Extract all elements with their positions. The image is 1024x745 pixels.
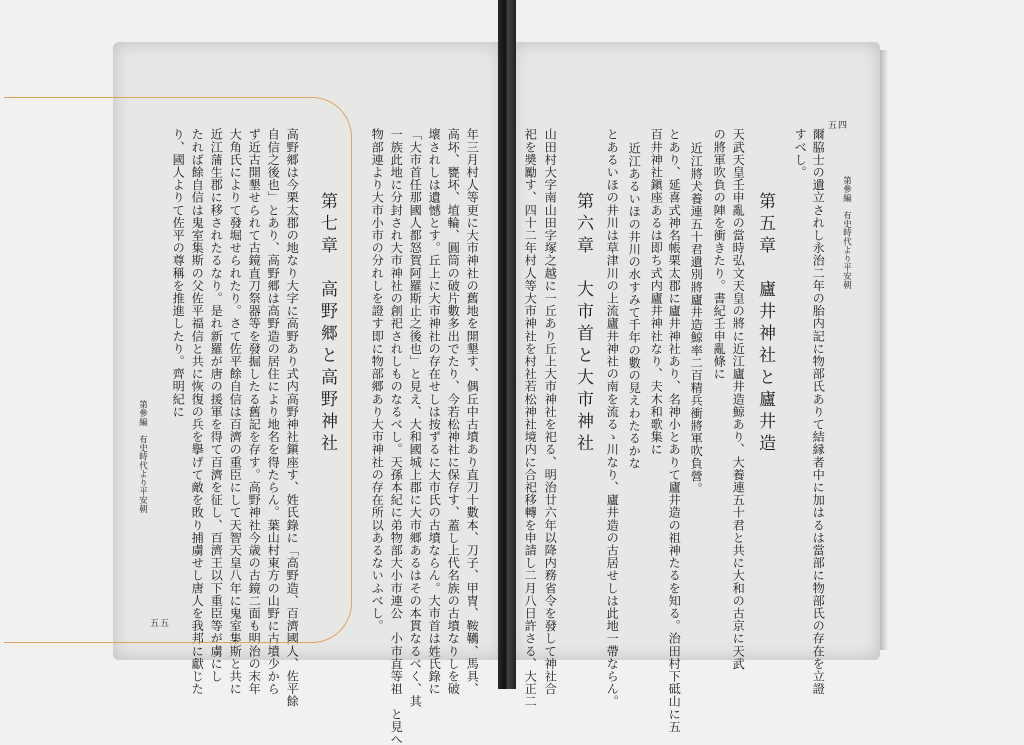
chapter-heading: 第五章 廬井神社と廬井造 xyxy=(755,192,775,456)
text-column: 祀を奬勵す、四十二年村人等大市神社を村社若松神社境内に合祀移轉を申請し二月八日許さる、大正二 xyxy=(523,128,538,708)
text-column: 爾脇士の遺立されし永治二年の胎内記に物部氏ありて結縁者中に加はるは當部に物部氏の存在を立證 xyxy=(811,128,826,695)
text-column: とあるいほの井川は草津川の上流廬井神社の南を流るゝ川なり、廬井造の古居せしは此地一帶ならん。 xyxy=(605,128,620,708)
text-column: 一族此地に分封され大市神社の創祀されしものなるべし。天孫本紀に弟物部大小市連公 小市直等祖 と見へ xyxy=(389,128,404,745)
right-page-header: 第參編 有史時代より平安朝 xyxy=(841,176,852,290)
left-page-number: 五五 xyxy=(150,619,171,629)
text-column: すべし。 xyxy=(793,128,808,179)
chapter-heading: 第六章 大市首と大市神社 xyxy=(573,192,593,456)
text-column: の將軍吹負の陣を衝きたり。書紀壬申亂條に xyxy=(712,128,727,380)
text-column: 壞されしは遺憾とす。丘上に大市神社の存在せしは按ずるに大市氏の古墳ならん。大市首は姓氏錄に xyxy=(427,128,442,695)
text-column: たれば餘自信は鬼室集斯の父佐平福信と共に恢復の兵を擧げて敵を敗り捕虜せし唐人を我邦に獻じた xyxy=(190,128,205,695)
text-column: 天武天皇壬申亂の當時弘文天皇の將に近江廬井造鯨あり、大養連五十君と共に大和の古京に天武 xyxy=(731,128,746,670)
text-column: 「大市首任那國人都怒賀阿羅斯止之後也」と見え、大和國城上郡に大市郷あるはその本貫なるべく、其 xyxy=(408,128,423,708)
text-column: 高坏、甕坏、埴輪、圓筒の破片數多出でたり、今若松神社に保存す、蓋し上代名族の古墳なりしを破 xyxy=(446,128,461,695)
text-column: 高野郷は今栗太郡の地なり大字に高野あり式内高野神社鎭座す、姓氏錄に「高野造、百濟國人、佐平餘 xyxy=(285,128,300,708)
text-column: り、國人よりて佐平の尊稱を推進したり。齊明紀に xyxy=(171,128,186,418)
text-column: とあり、延喜式神名帳栗太郡に廬井神社あり、名神小とありて廬井造の祖神たるを知る。治田村下砥山に五 xyxy=(667,128,682,733)
text-column: 自信之後也」とあり、高野郷は高野造の居住により地名を得たらん。葉山村東方の山野に古墳少から xyxy=(266,128,281,695)
text-column: 近江蒲生郡に移されたるなり。是れ新羅が唐の援軍を得て百濟を征し、百濟王以下重臣等が虜にし xyxy=(209,128,224,683)
text-column: 近江將犬養連五十君遺別將廬井造鯨率二百精兵衝將軍吹負營。 xyxy=(689,142,704,495)
right-page-number: 五四 xyxy=(828,121,849,131)
text-column: ず近古開墾せられて古鏡直刀祭器等を發掘したる舊記を存す。高野神社今歳の古鏡二面も明治の末年 xyxy=(247,128,262,695)
text-column: 山田村大字南山田字塚之越に一丘あり丘上大市神社を祀る、明治廿六年以降内務省令を發して神社合 xyxy=(543,128,558,695)
text-column: 百井神社鎭座あるは即ち式内廬井神社なり、夫木和歌集に xyxy=(649,128,664,456)
text-column: 大角氏によりて發堀せられたり。さて佐平餘自信は百濟の重臣にして天智天皇八年に鬼室集斯と共に xyxy=(228,128,243,695)
text-column: 年三月村人等更に大市神社の舊地を開墾す、偶丘中古墳あり直刀十數本、刀子、甲冑、鞍韉、馬具、 xyxy=(465,128,480,695)
text-column: 近江あるいほの井川の水すみて千年の數の見えわたるかな xyxy=(627,142,642,470)
book-gutter xyxy=(498,0,516,689)
text-column: 物部連より大市小市の分れしを證す即に物部郷あり大市神社の存在所以あるないふべし。 xyxy=(370,128,385,632)
chapter-heading: 第七章 高野郷と高野神社 xyxy=(317,192,337,456)
page-edge xyxy=(880,50,888,650)
left-page-header: 第參編 有史時代より平安朝 xyxy=(137,400,148,514)
